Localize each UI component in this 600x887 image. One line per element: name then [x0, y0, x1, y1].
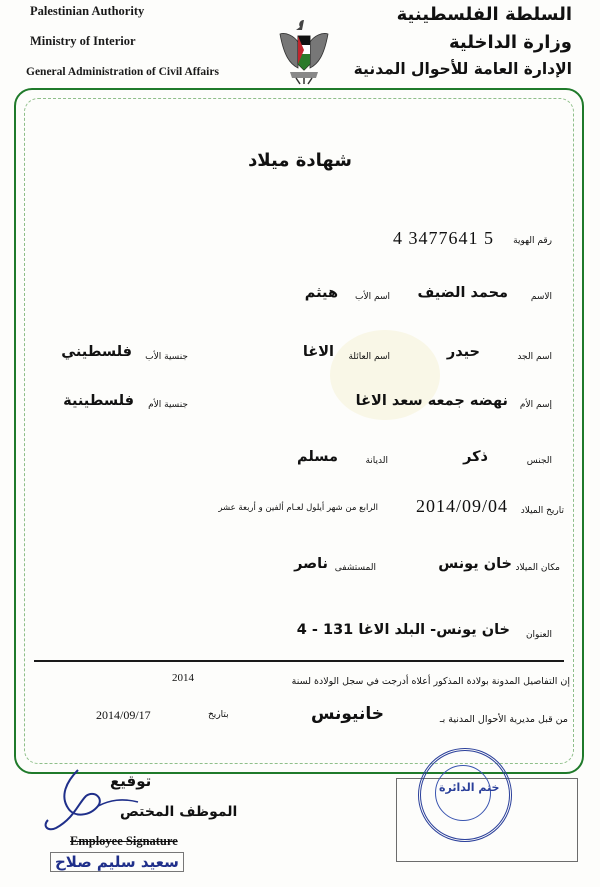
religion-value: مسلم: [296, 449, 338, 465]
mother-nationality-label: جنسية الأم: [148, 400, 188, 410]
dob-value: 2014/09/04: [415, 496, 508, 516]
grandfather-value: حيدر: [446, 344, 480, 360]
header-en-authority: Palestinian Authority: [30, 4, 145, 18]
stamp-label: ختم الدائرة: [439, 781, 500, 794]
mother-label: إسم الأم: [519, 400, 552, 410]
sex-value: ذكر: [463, 449, 488, 465]
father-nationality-label: جنسية الأب: [145, 352, 188, 362]
hospital-label: المستشفى: [334, 563, 376, 573]
header-ar-authority: السلطة الفلسطينية: [396, 4, 572, 25]
father-label: اسم الأب: [355, 292, 390, 302]
address-label: العنوان: [525, 630, 552, 640]
certificate-inner-border: [24, 98, 574, 764]
sex-label: الجنس: [526, 456, 552, 466]
signature-label: توقيع: [110, 772, 152, 790]
hospital-value: ناصر: [294, 556, 328, 572]
birthplace-label: مكان الميلاد: [515, 563, 560, 573]
header-ar-admin: الإدارة العامة للأحوال المدنية: [353, 60, 572, 78]
official-stamp: [418, 748, 512, 842]
name-value: محمد الضيف: [417, 285, 508, 301]
grandfather-label: اسم الجد: [517, 352, 552, 362]
id-value: 4 3477641 5: [393, 228, 494, 248]
header-en-ministry: Ministry of Interior: [30, 34, 136, 48]
register-text: إن التفاصيل المدونة بولادة المذكور أعلاه أدرجت في سجل الولادة لسنة: [291, 676, 570, 687]
address-value: خان يونس- البلد الاغا 131 - 4: [296, 622, 510, 638]
dob-label: تاريخ الميلاد: [520, 506, 564, 516]
mother-nationality-value: فلسطينية: [63, 393, 134, 409]
from-value: خانيونس: [310, 704, 384, 724]
name-label: الاسم: [530, 292, 552, 302]
header-ar-ministry: وزارة الداخلية: [448, 32, 572, 53]
father-value: هيثم: [304, 285, 338, 301]
father-nationality-value: فلسطيني: [61, 344, 132, 360]
employee-label: الموظف المختص: [120, 804, 238, 820]
dob-in-words: الرابع من شهر أيلول لعـام ألفين و أربعة عشر: [218, 503, 378, 513]
palestinian-eagle-emblem-icon: [272, 14, 336, 86]
separator-line: [34, 660, 564, 662]
certificate-title: شهادة ميلاد: [248, 150, 352, 171]
family-label: اسم العائلة: [348, 352, 390, 362]
date-label: بتاريخ: [208, 710, 229, 720]
employee-name: سعيد سليم صلاح: [50, 852, 184, 872]
family-value: الاغا: [302, 344, 334, 360]
mother-value: نهضه جمعه سعد الاغا: [355, 393, 508, 409]
birthplace-value: خان يونس: [438, 556, 512, 572]
header-en-admin: General Administration of Civil Affairs: [26, 66, 219, 78]
employee-signature-en: Employee Signature: [70, 834, 178, 848]
religion-label: الديانة: [365, 456, 388, 466]
date-value: 2014/09/17: [96, 708, 151, 722]
from-label: من قبل مديرية الأحوال المدنية بـ: [439, 714, 568, 725]
register-year: 2014: [172, 672, 194, 684]
id-label: رقم الهوية: [513, 236, 552, 246]
